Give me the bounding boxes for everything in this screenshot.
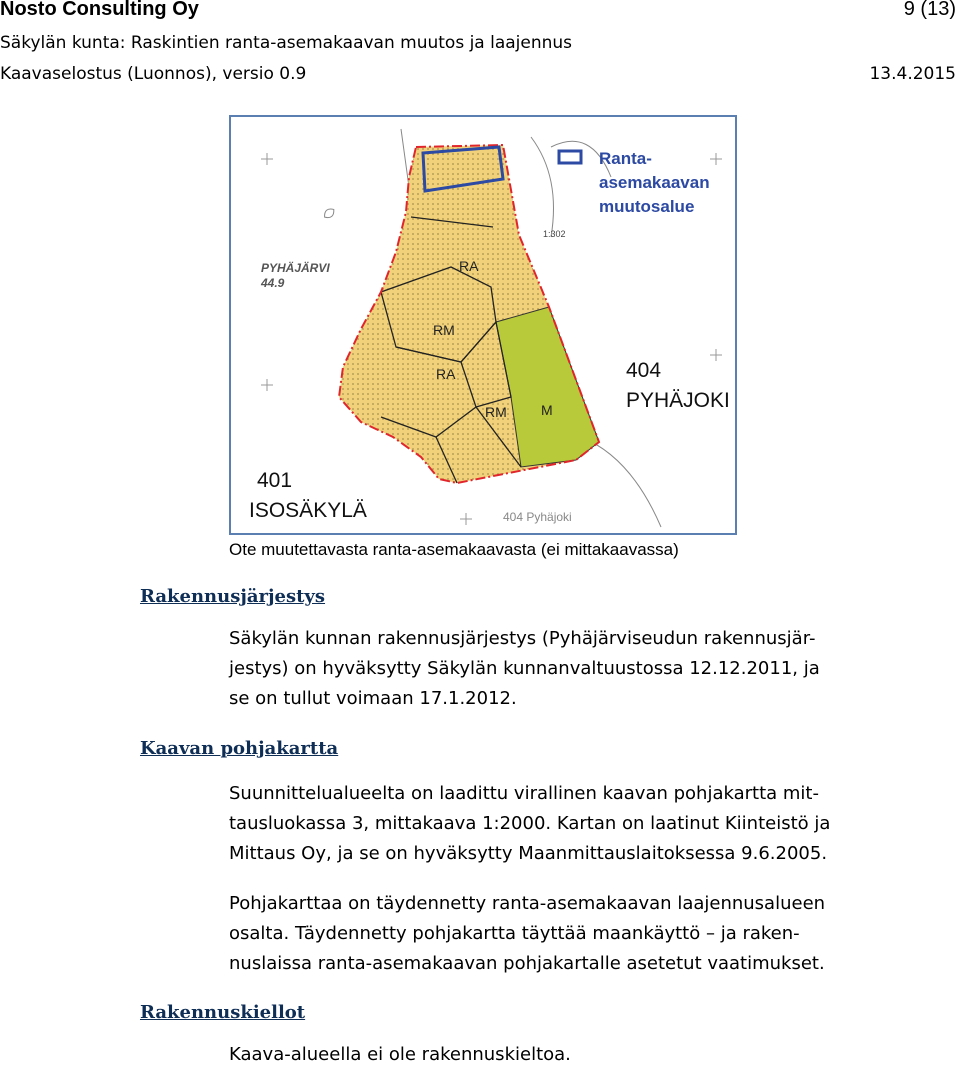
legend-line-1: Ranta-	[599, 149, 652, 168]
company-name: Nosto Consulting Oy	[0, 0, 199, 20]
text-line: jestys) on hyväksytty Säkylän kunnanvaltuustossa 12.12.2011, ja	[229, 658, 820, 679]
document-version: Kaavaselostus (Luonnos), versio 0.9	[0, 64, 307, 84]
village-left-name: ISOSÄKYLÄ	[249, 499, 367, 522]
page-number: 9 (13)	[903, 0, 956, 20]
text-line: nuslaissa ranta-asemakaavan pohjakartalle asetetut vaatimukset.	[229, 953, 825, 974]
legend-line-3: muutosalue	[599, 197, 695, 216]
legend-swatch	[559, 151, 581, 163]
plan-map-svg	[231, 117, 735, 533]
text-line: Säkylän kunnan rakennusjärjestys (Pyhäjärviseudun rakennusjär-	[229, 628, 816, 649]
project-title: Säkylän kunta: Raskintien ranta-asemakaavan muutos ja laajennus	[0, 33, 573, 53]
document-date: 13.4.2015	[869, 64, 956, 84]
figure-caption: Ote muutettavasta ranta-asemakaavasta (ei mittakaavassa)	[229, 540, 679, 559]
zone-label-ra-2: RA	[436, 366, 456, 382]
zone-label-m: M	[541, 402, 553, 418]
zone-label-rm-1: RM	[433, 322, 455, 338]
legend-line-2: asemakaavan	[599, 173, 710, 192]
text-line: Pohjakarttaa on täydennetty ranta-asemakaavan laajennusalueen	[229, 893, 826, 914]
zone-label-ra-1: RA	[459, 258, 479, 274]
village-right-number: 404	[626, 359, 662, 382]
section-heading-base-map: Kaavan pohjakartta	[140, 738, 339, 759]
text-line: Suunnittelualueelta on laadittu virallinen kaavan pohjakartta mit-	[229, 783, 819, 804]
text-line: tausluokassa 3, mittakaava 1:2000. Kartan on laatinut Kiinteistö ja	[229, 813, 831, 834]
village-left-number: 401	[257, 469, 293, 492]
base-map-paragraph-2	[229, 889, 957, 979]
building-ban-text: Kaava-alueella ei ole rakennuskieltoa.	[229, 1044, 571, 1065]
building-code-text	[229, 624, 957, 714]
village-right-name: PYHÄJOKI	[626, 389, 730, 412]
plan-map-figure	[229, 115, 737, 535]
lake-level: 44.9	[261, 276, 285, 290]
base-map-paragraph-1	[229, 779, 957, 869]
text-line: se on tullut voimaan 17.1.2012.	[229, 688, 517, 709]
zone-label-rm-2: RM	[485, 404, 507, 420]
section-heading-building-code: Rakennusjärjestys	[140, 586, 326, 607]
scale-note: 1:302	[543, 229, 566, 239]
text-line: Mittaus Oy, ja se on hyväksytty Maanmittauslaitoksessa 9.6.2005.	[229, 843, 828, 864]
lake-name: PYHÄJÄRVI	[261, 261, 330, 275]
section-heading-building-ban: Rakennuskiellot	[140, 1002, 306, 1023]
text-line: osalta. Täydennetty pohjakartta täyttää maankäyttö – ja raken-	[229, 923, 800, 944]
bottom-village-label: 404 Pyhäjoki	[503, 510, 572, 524]
